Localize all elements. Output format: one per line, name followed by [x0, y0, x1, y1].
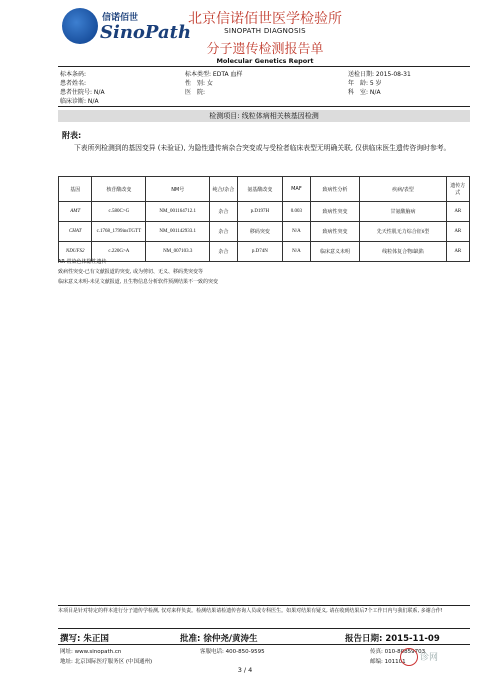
cell-zygosity: 杂合	[210, 202, 237, 222]
variant-table	[58, 176, 470, 262]
watermark-text: 诊网	[420, 653, 439, 663]
hospital: 医 院:	[185, 89, 206, 96]
cell-inheritance: AR	[446, 222, 469, 242]
service-phone: 客服电话: 400-850-9595	[200, 649, 265, 655]
cell-aa: p.D74N	[237, 242, 283, 262]
cell-disease: 先天性肌无力综合征6型	[360, 222, 446, 242]
patient-sex: 性 别: 女	[185, 80, 213, 87]
cell-pathogenicity: 致病性突变	[310, 222, 360, 242]
cell-nucleotide: c.1768_1799insTGTT	[92, 222, 146, 242]
header-nm: NM号	[146, 177, 210, 202]
cell-gene: NDUFS2	[59, 242, 92, 262]
report-title-cn: 分子遗传检测报告单	[206, 42, 324, 57]
footer-rule-top	[58, 605, 470, 606]
cell-pathogenicity: 致病性突变	[310, 202, 360, 222]
logo-cn: 信诺佰世	[102, 13, 139, 23]
fax: 传真: 010-80859703	[370, 649, 426, 655]
note-vus: 临床意义未明-未见文献报道, 且生物信息分析软件预测结果不一致的突变	[58, 279, 218, 285]
inpatient-number: 患者住院号: N/A	[60, 89, 105, 96]
cell-gene: CHAT	[59, 222, 92, 242]
note-pathogenic: 致病性突变-已有文献报道的突变, 或为剪切、无义、移码类突变等	[58, 269, 203, 275]
institute-name-cn: 北京信诺佰世医学检验所	[188, 11, 342, 27]
table-notes	[58, 258, 218, 288]
specimen-barcode: 标本条码:	[60, 71, 87, 78]
watermark-icon	[400, 648, 418, 666]
table-row	[59, 202, 470, 222]
header-disease: 疾病/表型	[360, 177, 446, 202]
info-col-3	[348, 70, 411, 97]
table-row	[59, 222, 470, 242]
website: 网址: www.sinopath.cn	[60, 649, 122, 655]
report-approver: 批准: 徐仲尧/黄涛生	[180, 634, 258, 644]
header-gene: 基因	[59, 177, 92, 202]
clinical-diagnosis: 临床诊断: N/A	[60, 98, 99, 105]
patient-age: 年 龄: 5 岁	[348, 80, 382, 87]
header-pathogenicity: 致病性分析	[310, 177, 360, 202]
report-date: 报告日期: 2015-11-09	[345, 634, 440, 644]
cell-nm: NM_007103.3	[146, 242, 210, 262]
cell-nucleotide: c.220G>A	[92, 242, 146, 262]
institute-name-en: SINOPATH DIAGNOSIS	[224, 27, 306, 35]
test-item-banner: 检测项目: 线粒体病相关核基因检测	[58, 110, 470, 122]
cell-inheritance: AR	[446, 202, 469, 222]
header-nucleotide-change: 核苷酸改变	[92, 177, 146, 202]
header-maf: MAF	[283, 177, 310, 202]
cell-maf: N/A	[283, 242, 310, 262]
cell-nm: NM_001142933.1	[146, 222, 210, 242]
cell-nucleotide: c.580C>G	[92, 202, 146, 222]
note-ar: AR-常染色体隐性遗传	[58, 259, 107, 265]
header-aa-change: 氨基酸改变	[237, 177, 283, 202]
cell-pathogenicity: 临床意义未明	[310, 242, 360, 262]
header-inheritance: 遗传方式	[446, 177, 469, 202]
appendix-title: 附表:	[62, 131, 82, 140]
table-header-row	[59, 177, 470, 202]
postcode: 邮编: 101101	[370, 659, 406, 665]
department: 科 室: N/A	[348, 89, 381, 96]
appendix-text: 下表所列检测到的基因变异 (未验证), 为隐性遗传病杂合突变或与受检者临床表型无明确关联, 仅供临床医生遗传咨询时参考。	[74, 144, 451, 152]
footer-rule-bottom	[58, 644, 470, 645]
cell-gene: AMT	[59, 202, 92, 222]
info-col-2	[185, 70, 243, 97]
report-writer: 撰写: 朱正国	[60, 634, 109, 644]
cell-maf: 0.003	[283, 202, 310, 222]
cell-aa: 移码突变	[237, 222, 283, 242]
report-title-en: Molecular Genetics Report	[216, 57, 314, 65]
cell-maf: N/A	[283, 222, 310, 242]
cell-disease: 线粒体复合物I缺陷	[360, 242, 446, 262]
cell-inheritance: AR	[446, 242, 469, 262]
info-rule	[58, 106, 470, 107]
logo-mark	[62, 8, 98, 44]
page-number: 3 / 4	[237, 666, 253, 674]
disclaimer: 本项目是针对特定的样本进行分子遗传学检测, 仅对来样负责。检测结果请检遗传咨询人员或专科医生。如果对结果有疑义, 请在收到结果后7个工作日内与我们联系, 多谢合作!	[58, 608, 443, 614]
submit-date: 送检日期: 2015-08-31	[348, 71, 411, 78]
cell-disease: 甘氨酸脑病	[360, 202, 446, 222]
info-col-1	[60, 70, 105, 106]
cell-nm: NM_001164712.1	[146, 202, 210, 222]
patient-name: 患者姓名:	[60, 80, 87, 87]
cell-zygosity: 杂合	[210, 222, 237, 242]
cell-aa: p.D197H	[237, 202, 283, 222]
header-zygosity: 纯合/杂合	[210, 177, 237, 202]
cell-zygosity: 杂合	[210, 242, 237, 262]
appendix-paragraph	[62, 143, 468, 154]
header-rule	[58, 66, 470, 67]
specimen-type: 标本类型: EDTA 血样	[185, 71, 243, 78]
footer-rule-mid	[58, 628, 470, 629]
address: 地址: 北京国际医疗服务区 (中国通州)	[60, 659, 153, 665]
logo-en: SinoPath	[100, 22, 192, 43]
